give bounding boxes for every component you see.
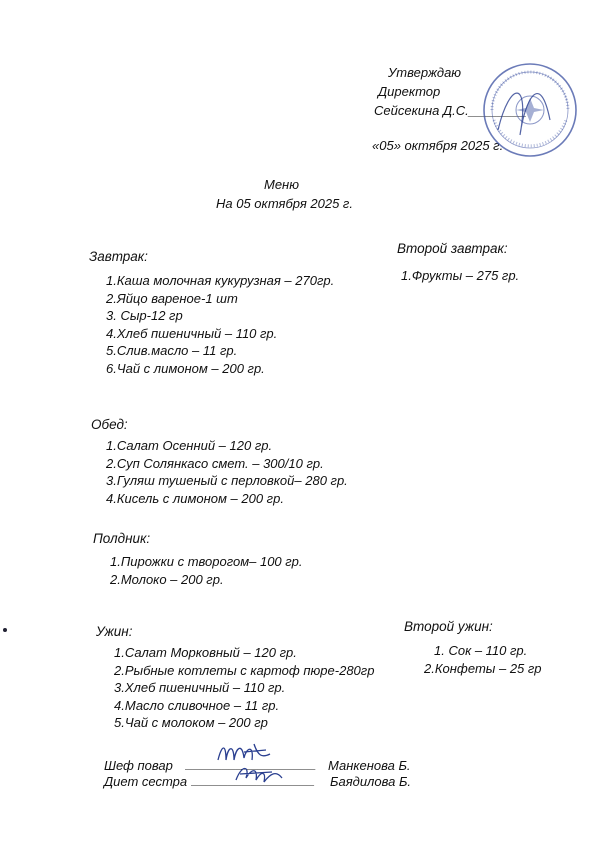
official-stamp xyxy=(480,60,580,160)
approval-date: «05» октября 2025 г. xyxy=(372,138,504,153)
ink-dot xyxy=(3,628,7,632)
second-dinner-item: 2.Конфеты – 25 гр xyxy=(424,660,542,676)
second-dinner-list xyxy=(424,642,542,677)
second-breakfast-heading: Второй завтрак: xyxy=(397,241,508,256)
breakfast-item: 3. Сыр-12 гр xyxy=(106,308,183,323)
breakfast-list xyxy=(106,272,334,377)
snack-heading: Полдник: xyxy=(93,531,151,546)
breakfast-item: 5.Слив.масло – 11 гр. xyxy=(106,343,238,358)
diet-signature-line: _________________ xyxy=(192,772,315,787)
snack-item: 1.Пирожки с творогом– 100 гр. xyxy=(110,554,303,569)
diet-name: Баядилова Б. xyxy=(330,774,412,789)
dinner-item: 4.Масло сливочное – 11 гр. xyxy=(114,697,280,713)
dinner-item: 3.Хлеб пшеничный – 110 гр. xyxy=(114,680,286,695)
dinner-item: 5.Чай с молоком – 200 гр xyxy=(114,715,268,730)
dinner-heading: Ужин: xyxy=(96,624,133,639)
second-dinner-item: 1. Сок – 110 гр. xyxy=(434,643,528,658)
menu-date: На 05 октября 2025 г. xyxy=(216,196,353,211)
breakfast-heading: Завтрак: xyxy=(89,249,148,264)
lunch-heading: Обед: xyxy=(91,417,128,432)
lunch-item: 3.Гуляш тушеный с перловкой– 280 гр. xyxy=(106,473,348,488)
second-breakfast-item: 1.Фрукты – 275 гр. xyxy=(401,268,520,283)
chef-label: Шеф повар xyxy=(104,758,173,773)
lunch-item: 4.Кисель с лимоном – 200 гр. xyxy=(106,490,284,506)
lunch-item: 1.Салат Осенний – 120 гр. xyxy=(106,438,273,453)
breakfast-item: 2.Яйцо вареное-1 шт xyxy=(106,290,238,306)
snack-list xyxy=(110,553,303,588)
diet-label: Диет сестра xyxy=(104,774,188,789)
chef-name: Манкенова Б. xyxy=(328,758,411,773)
breakfast-item: 6.Чай с лимоном – 200 гр. xyxy=(106,360,265,376)
lunch-item: 2.Суп Солянкасо смет. – 300/10 гр. xyxy=(106,455,324,471)
breakfast-item: 1.Каша молочная кукурузная – 270гр. xyxy=(106,273,335,288)
second-dinner-heading: Второй ужин: xyxy=(404,619,493,634)
lunch-list xyxy=(106,437,348,507)
dinner-list xyxy=(114,644,374,732)
approval-approve: Утверждаю xyxy=(388,65,462,80)
diet-signature xyxy=(232,760,288,788)
approval-name: Сейсекина Д.С.________ xyxy=(374,103,527,118)
chef-signature-line: __________________ xyxy=(186,756,317,771)
dinner-item: 2.Рыбные котлеты с картоф пюре-280гр xyxy=(114,662,375,678)
dinner-item: 1.Салат Морковный – 120 гр. xyxy=(114,645,297,660)
snack-item: 2.Молоко – 200 гр. xyxy=(110,571,224,587)
approval-position: Директор xyxy=(378,84,441,99)
menu-title: Меню xyxy=(264,177,299,192)
breakfast-item: 4.Хлеб пшеничный – 110 гр. xyxy=(106,325,278,341)
